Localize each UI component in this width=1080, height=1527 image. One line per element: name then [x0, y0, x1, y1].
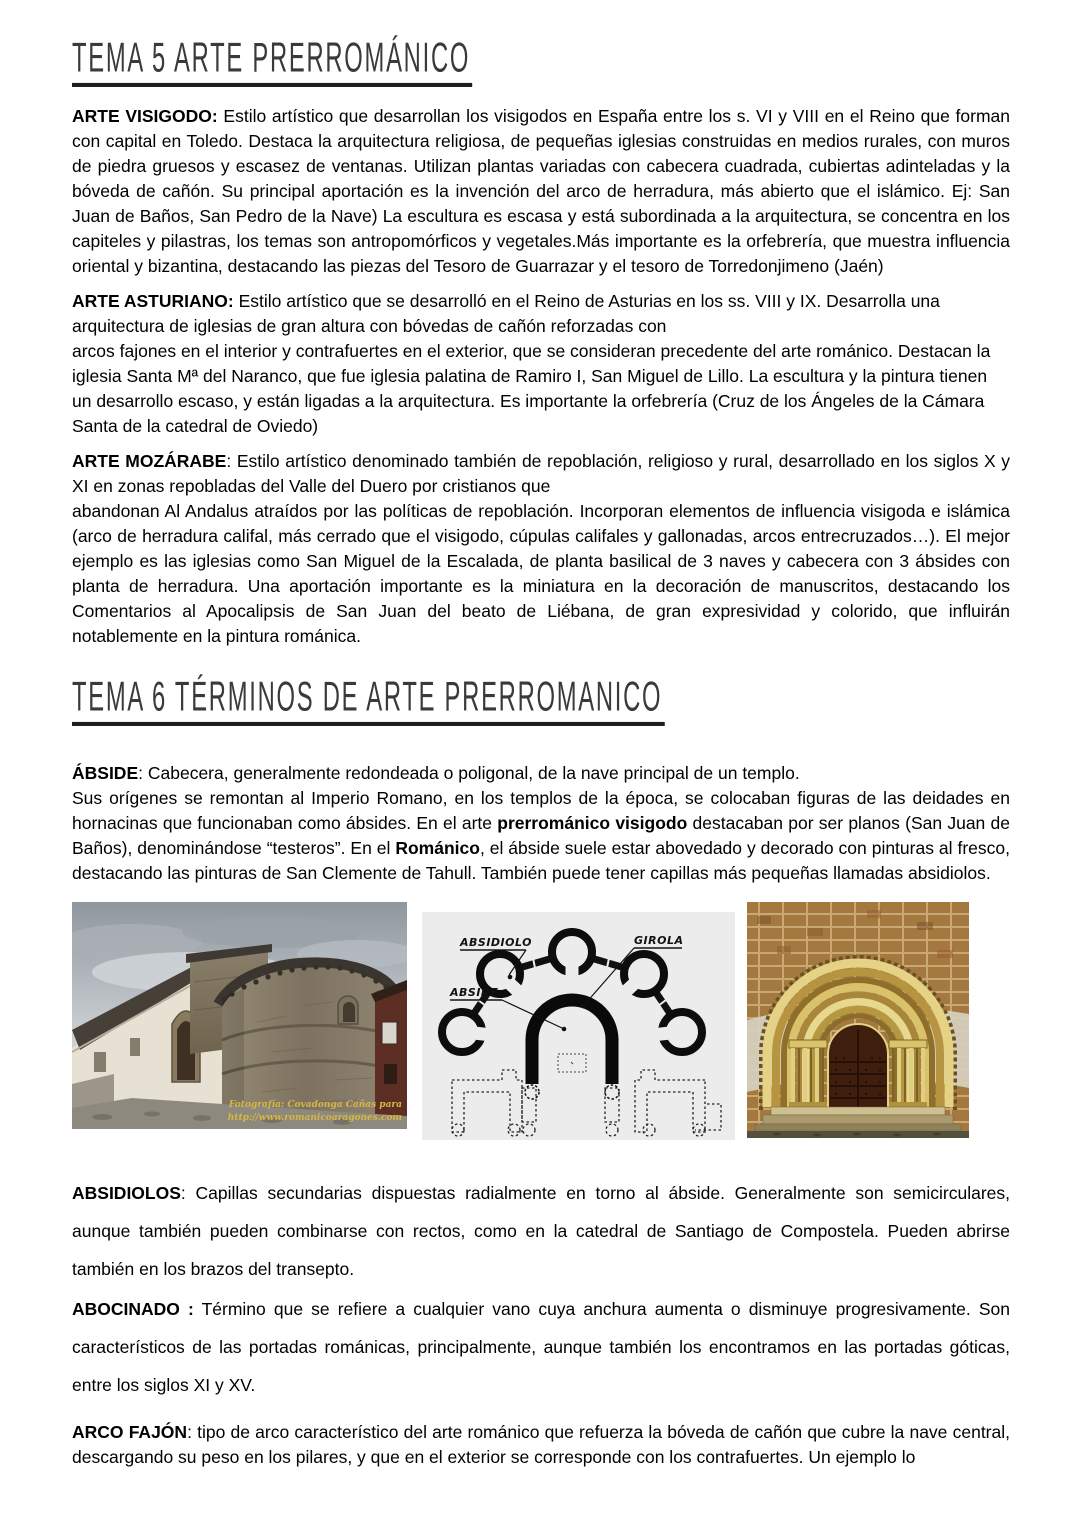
paragraph-abside-bold1: prerrománico visigodo: [497, 813, 688, 833]
portal-photo-image: [747, 902, 969, 1138]
paragraph-arte-asturiano-line2: arcos fajones en el interior y contrafuertes en el exterior, que se consideran precedente del arte románico. Destacan la iglesia Santa Mª del Naranco, que fue iglesia palatina de Ramiro I, San Miguel de Lillo. La escultura y la pintura tienen un desarrollo escaso, y están ligadas a la arquitectura. Es importante la orfebrería (Cruz de los Ángeles de la Cámara Santa de la catedral de Oviedo): [72, 341, 991, 436]
paragraph-arte-mozarabe: [72, 449, 1010, 649]
heading-tema6: [72, 672, 1010, 729]
apse-plan-diagram-image: [422, 912, 735, 1140]
paragraph-abside-line1: Cabecera, generalmente redondeada o poligonal, de la nave principal de un templo.: [147, 763, 800, 783]
steps: [755, 1107, 961, 1131]
term-arco-fajon: ARCO FAJÓN: [72, 1422, 188, 1442]
label-abside: ABSIDE: [450, 986, 499, 999]
paragraph-abside: [72, 761, 1010, 886]
term-separator: :: [180, 1183, 196, 1203]
term-arte-visigodo: ARTE VISIGODO:: [72, 106, 218, 126]
paragraph-abside-bold2: Románico: [395, 838, 480, 858]
label-absidiolo: ABSIDIOLO: [460, 936, 532, 949]
paragraph-absidiolos: [72, 1174, 1010, 1288]
term-abocinado: ABOCINADO :: [72, 1299, 194, 1319]
term-abside: ÁBSIDE: [72, 763, 139, 783]
paragraph-abside-seg1: Sus orígenes se remontan al Imperio Romano, en los templos de la época, se colocaban figuras de las deidades en hornacinas que funcionaban como ábsides. En el arte: [72, 788, 1010, 833]
heading-tema5-text: TEMA 5 ARTE PRERROMÁNICO: [72, 35, 472, 87]
paragraph-arte-mozarabe-line2: abandonan Al Andalus atraídos por las políticas de repoblación. Incorporan elementos de influencia visigoda e islámica (arco de herradura califal, más cerrado que el visigodo, cúpulas califales y gallonadas, arcos entrecruzados…). El mejor ejemplo es las iglesias como San Miguel de la Escalada, de planta basilical de 3 naves y cabecera con 3 ábsides con planta de herradura. Una aportación importante es la miniatura en la decoración de manuscritos, destacando los Comentarios al Apocalipsis de San Juan del beato de Liébana, de gran expresividad y colorido, que influirán notablemente en la pintura románica.: [72, 501, 1010, 646]
paragraph-arco-fajon: [72, 1420, 1010, 1470]
paragraph-abside-seg3: , el ábside suele estar abovedado y decorado con pinturas al fresco, destacando las pinturas de San Clemente de Tahull. También puede tener capillas más pequeñas llamadas absidiolos.: [72, 838, 1010, 883]
images-row: [72, 902, 1010, 1142]
term-arte-asturiano: ARTE ASTURIANO:: [72, 291, 234, 311]
paragraph-arte-asturiano: [72, 289, 1010, 439]
paragraph-arte-visigodo: [72, 104, 1010, 279]
paragraph-abocinado-body: Término que se refiere a cualquier vano cuya anchura aumenta o disminuye progresivamente. Son característicos de las portadas románicas, principalmente, aunque también los encontramos en las portadas góticas, entre los siglos XI y XV.: [72, 1299, 1010, 1395]
heading-tema5: [72, 33, 1010, 90]
term-arte-mozarabe: ARTE MOZÁRABE: [72, 451, 227, 471]
paragraph-absidiolos-body: Capillas secundarias dispuestas radialmente en torno al ábside. Generalmente son semicirculares, aunque también pueden combinarse con rectos, como en la catedral de Santiago de Compostela. Pueden abrirse también en los brazos del transepto.: [72, 1183, 1010, 1279]
apse-photo-image: [72, 902, 407, 1129]
term-separator: :: [138, 763, 148, 783]
paragraph-arte-visigodo-body: Estilo artístico que desarrollan los visigodos en España entre los s. VI y VIII en el Reino que forman con capital en Toledo. Destaca la arquitectura religiosa, de pequeñas iglesias construidas en medios rurales, con muros de piedra gruesos y escasez de ventanas. Utilizan plantas variadas con cabecera cuadrada, cubiertas adinteladas y la bóveda de cañón. Su principal aportación es la invención del arco de herradura, más abierto que el islámico. Ej: San Juan de Baños, San Pedro de la Nave) La escultura es escasa y está subordinada a la arquitectura, se concentra en los capiteles y pilastras, los temas son antropomórficos y vegetales.Más importante es la orfebrería, que muestra influencia oriental y bizantina, destacando las piezas del Tesoro de Guarrazar y el tesoro de Torredonjimeno (Jaén): [72, 106, 1010, 276]
paragraph-arco-fajon-body: tipo de arco característico del arte románico que refuerza la bóveda de cañón que cubre la nave central, descargando su peso en los pilares, y que en el exterior se corresponde con los contrafuertes. Un ejemplo lo: [72, 1422, 1010, 1467]
term-absidiolos: ABSIDIOLOS: [72, 1183, 181, 1203]
label-girola: GIROLA: [634, 934, 684, 947]
photo-caption-line1: Fotografía: Covadonga Cañas para: [228, 1100, 402, 1110]
term-separator: :: [187, 1422, 198, 1442]
paragraph-arte-asturiano-line1: Estilo artístico que se desarrolló en el Reino de Asturias en los ss. VIII y IX. Desarrolla una arquitectura de iglesias de gran altura con bóvedas de cañón reforzadas con: [72, 291, 940, 336]
paragraph-abocinado: [72, 1290, 1010, 1404]
paragraph-arte-mozarabe-line1: Estilo artístico denominado también de repoblación, religioso y rural, desarrollado en los siglos X y XI en zonas repobladas del Valle del Duero por cristianos que: [72, 451, 1010, 496]
photo-caption-line2: http://www.romanicoaragones.com: [227, 1113, 402, 1123]
term-separator: :: [226, 451, 237, 471]
heading-tema6-text: TEMA 6 TÉRMINOS DE ARTE PRERROMANICO: [72, 674, 665, 726]
paragraph-abside-seg2: destacaban por ser planos (San Juan de Baños), denominándose “testeros”. En el: [72, 813, 1010, 858]
